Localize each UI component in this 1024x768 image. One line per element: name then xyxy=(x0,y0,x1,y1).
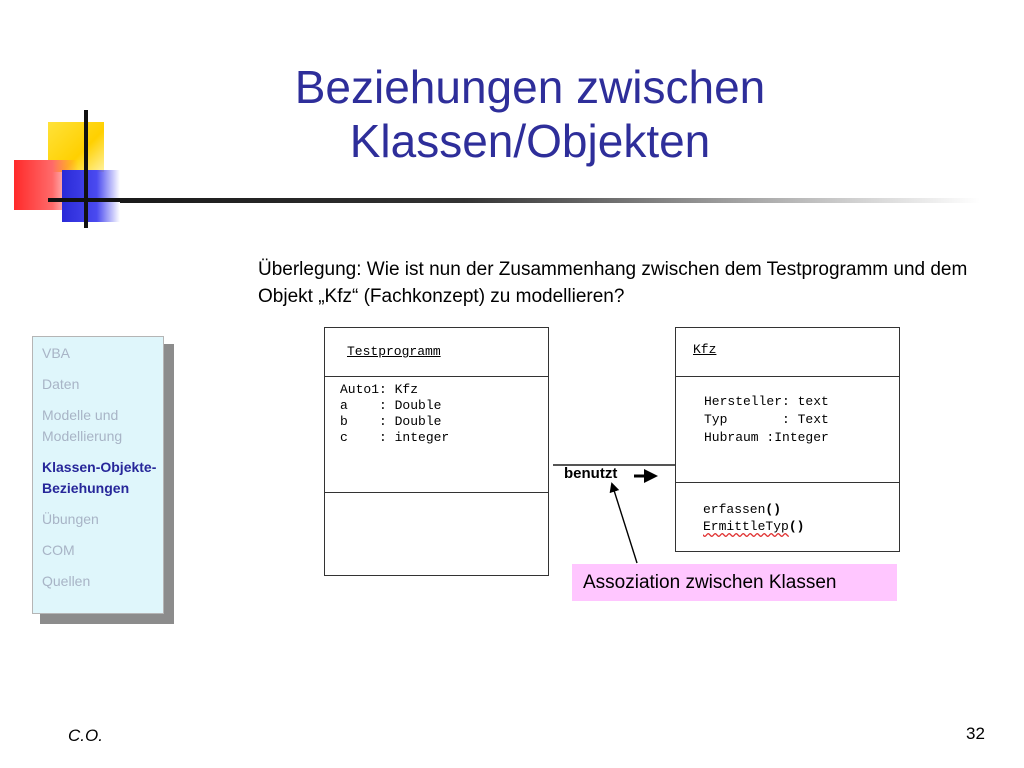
association-label: benutzt xyxy=(564,465,618,482)
method-name: ErmittleTyp xyxy=(703,519,789,534)
page-number: 32 xyxy=(966,724,985,743)
nav-item-vba[interactable]: VBA xyxy=(42,345,71,361)
question-text: Überlegung: Wie ist nun der Zusammenhang zwischen dem Testprogramm und dem Objekt „Kfz“ (Fachkonzept) zu modellieren? xyxy=(258,259,968,307)
footer-author: C.O. xyxy=(68,726,103,745)
attribute-item: b : Double xyxy=(340,414,442,429)
nav-item-uebungen[interactable]: Übungen xyxy=(42,511,99,527)
class-name-kfz: Kfz xyxy=(693,342,717,357)
attribute-item: a : Double xyxy=(340,398,442,413)
attribute-item: Hubraum :Integer xyxy=(704,430,829,445)
method-parens: () xyxy=(788,519,805,534)
nav-item-com[interactable]: COM xyxy=(42,542,75,558)
attribute-item: Auto1: Kfz xyxy=(340,382,419,397)
callout-pointer xyxy=(612,484,637,563)
method-parens: () xyxy=(765,502,782,517)
attribute-item: Hersteller: text xyxy=(704,394,829,409)
nav-item-quellen[interactable]: Quellen xyxy=(42,573,91,589)
class-name-testprogramm: Testprogramm xyxy=(347,344,441,359)
nav-item-daten[interactable]: Daten xyxy=(42,376,80,392)
nav-item-klassen[interactable]: Klassen-Objekte-Beziehungen xyxy=(42,459,157,496)
slide-title: Beziehungen zwischen Klassen/Objekten xyxy=(294,61,766,167)
callout-association: Assoziation zwischen Klassen xyxy=(572,564,897,601)
method-name: erfassen xyxy=(703,502,766,517)
attribute-item: Typ : Text xyxy=(704,412,829,427)
attribute-item: c : integer xyxy=(340,430,450,445)
direction-arrow-icon xyxy=(634,469,658,483)
nav-item-modelle[interactable]: Modelle und Modellierung xyxy=(42,407,123,444)
